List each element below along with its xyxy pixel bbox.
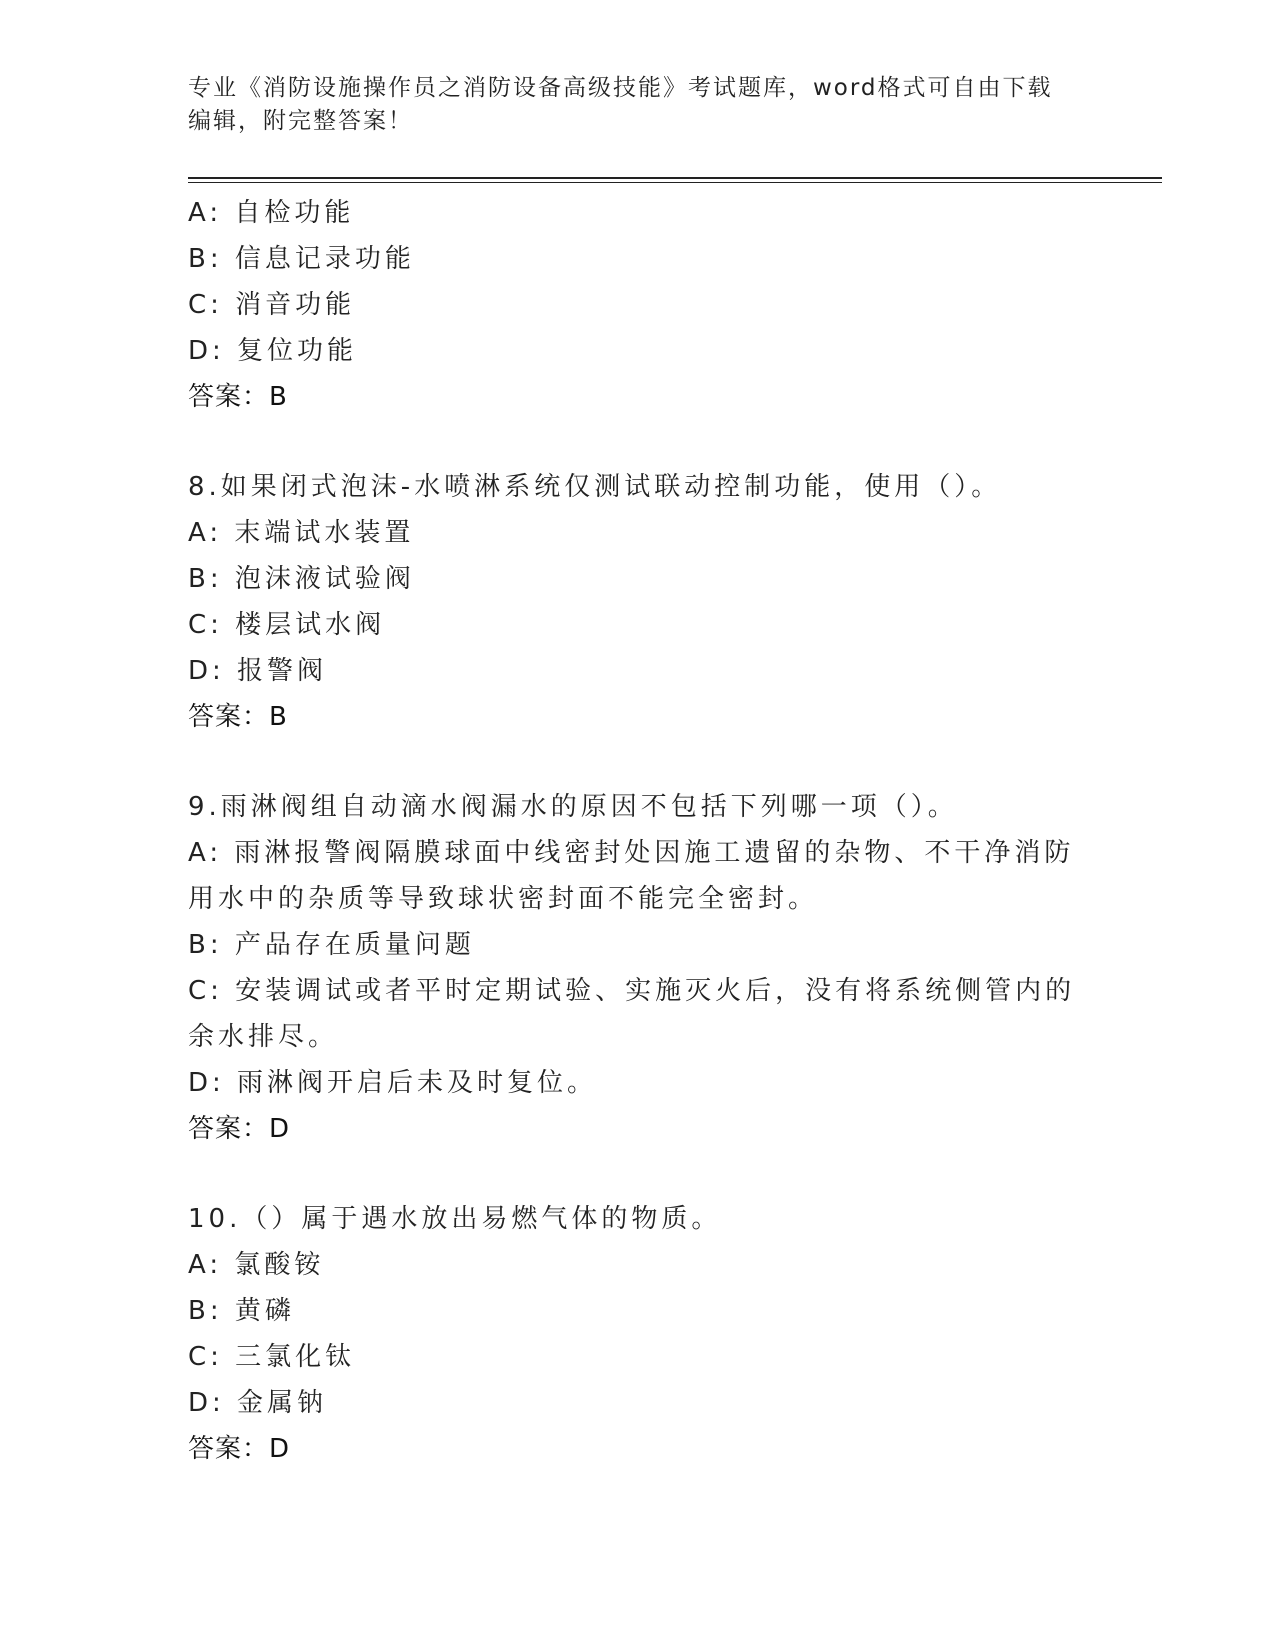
option-a: A: 雨淋报警阀隔膜球面中线密封处因施工遗留的杂物、不干净消防用水中的杂质等导致球状密封面不能完全密封。 [188,838,1075,914]
option-d: D: 金属钠 [188,1388,328,1418]
option-a: A: 氯酸铵 [188,1250,325,1280]
option-b: B: 黄磷 [188,1296,295,1326]
header-divider-thin [188,182,1162,183]
document-header-text: 专业《消防设施操作员之消防设备高级技能》考试题库，word格式可自由下载编辑，附完整答案！ [188,75,1053,134]
option-b: B: 产品存在质量问题 [188,930,475,960]
question-block-9 [188,784,1088,1152]
question-block-8 [188,464,1088,740]
question-title: 9.雨淋阀组自动滴水阀漏水的原因不包括下列哪一项（）。 [188,792,958,822]
header-divider-thick [188,177,1162,179]
answer-text: 答案：B [188,382,288,412]
answer-text: 答案：D [188,1434,291,1464]
question-title: 10.（）属于遇水放出易燃气体的物质。 [188,1204,722,1234]
option-a: A: 自检功能 [188,198,355,228]
option-c: C: 三氯化钛 [188,1342,356,1372]
option-c: C: 安装调试或者平时定期试验、实施灭火后，没有将系统侧管内的余水排尽。 [188,976,1076,1052]
question-title: 8.如果闭式泡沫-水喷淋系统仅测试联动控制功能，使用（）。 [188,472,1002,502]
option-d: D: 报警阀 [188,656,328,686]
question-list [188,190,1088,1472]
option-b: B: 信息记录功能 [188,244,415,274]
answer-text: 答案：B [188,702,288,732]
option-c: C: 消音功能 [188,290,356,320]
option-c: C: 楼层试水阀 [188,610,386,640]
question-block-10 [188,1196,1088,1472]
answer-text: 答案：D [188,1114,291,1144]
option-d: D: 雨淋阀开启后未及时复位。 [188,1068,598,1098]
previous-question-block [188,190,1088,420]
option-d: D: 复位功能 [188,336,358,366]
option-b: B: 泡沫液试验阀 [188,564,415,594]
option-a: A: 末端试水装置 [188,518,415,548]
